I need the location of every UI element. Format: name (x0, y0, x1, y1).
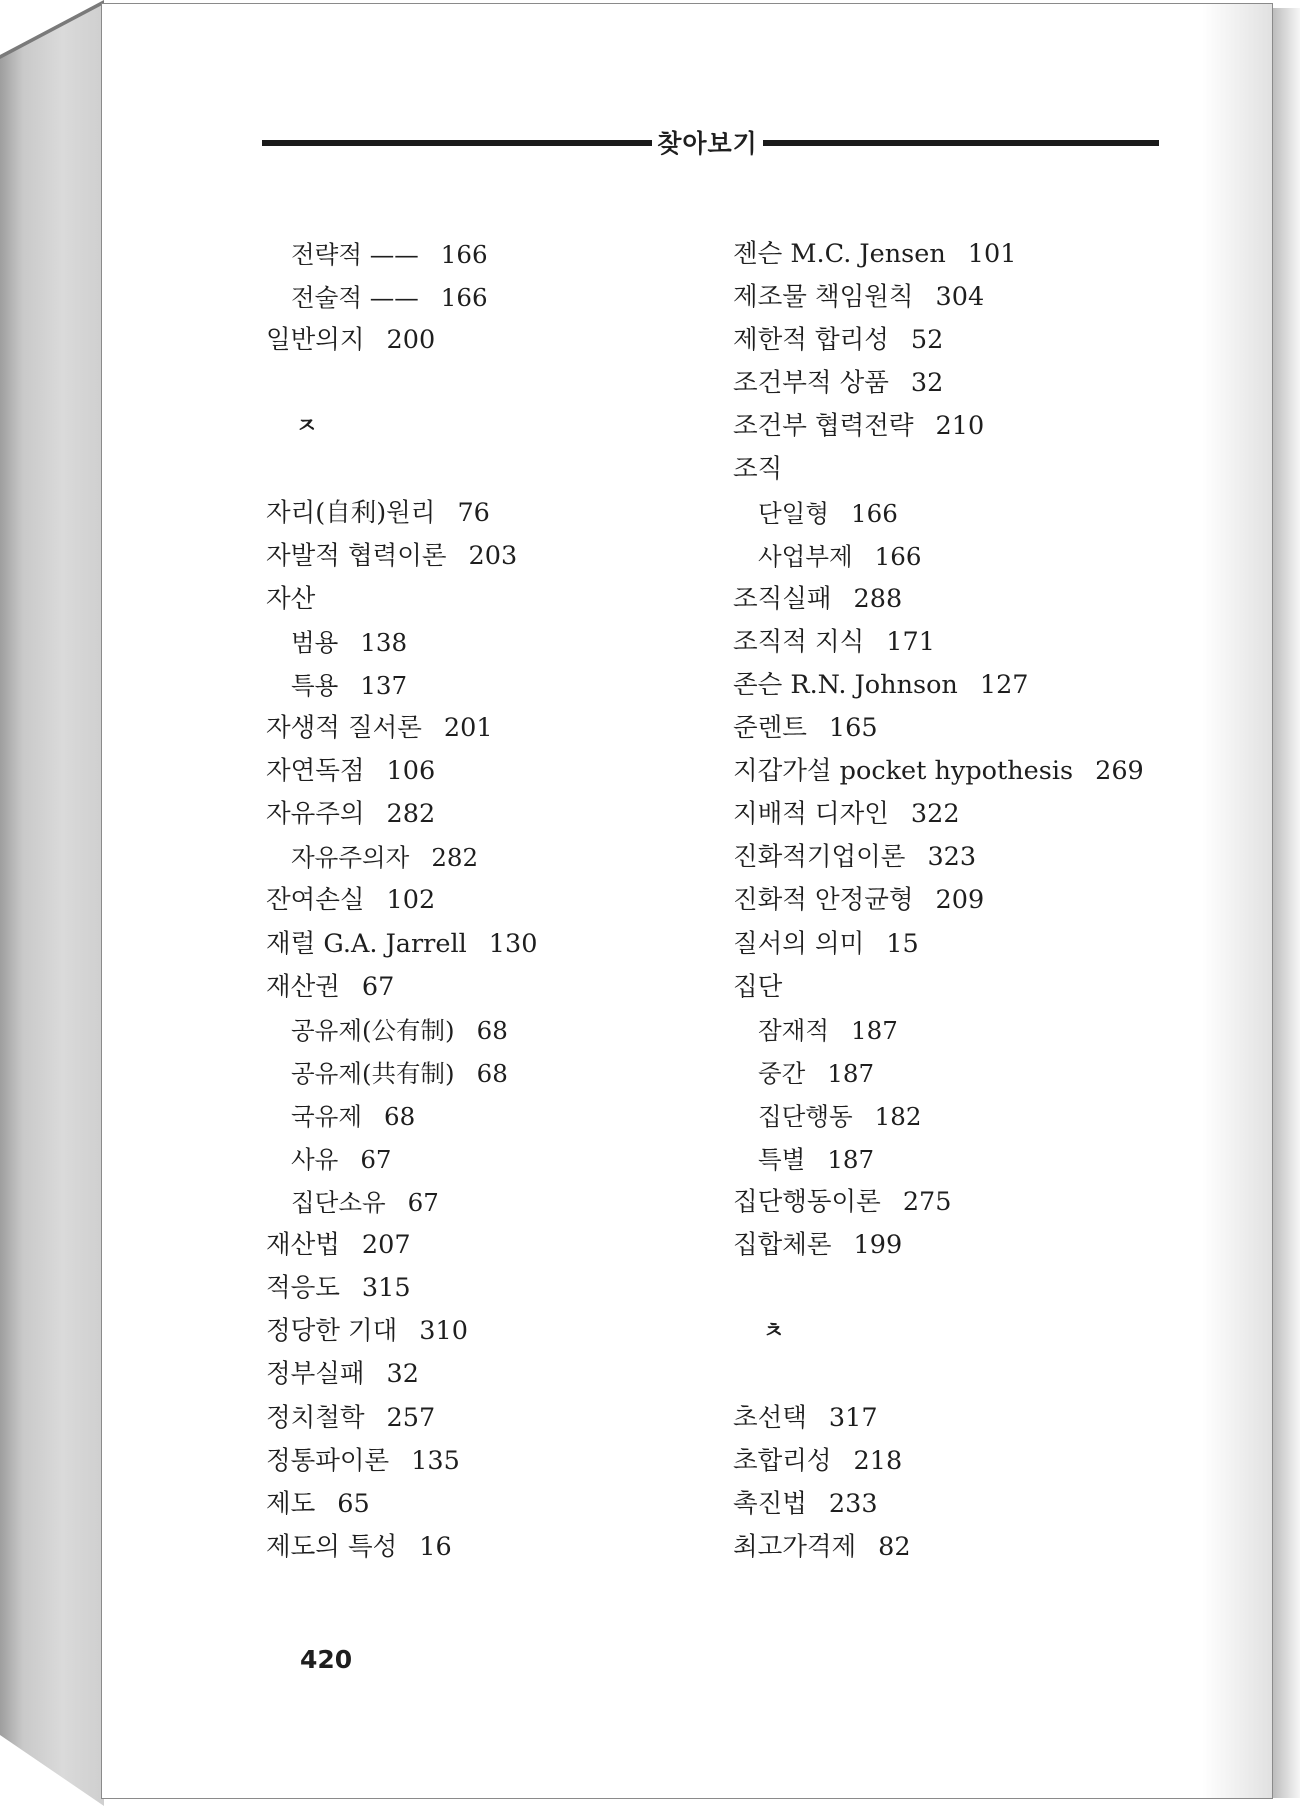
index-subentry (266, 621, 706, 664)
book-spine (0, 0, 104, 1806)
index-page-number: 135 (411, 1445, 460, 1476)
index-entry (266, 750, 706, 793)
index-term: 공유제(共有制) (291, 1058, 455, 1088)
index-page-number: 32 (910, 368, 944, 399)
index-page-number: 203 (468, 540, 518, 571)
index-term: 특용 (291, 670, 339, 700)
index-term: ㅈ (296, 414, 318, 440)
index-entry (733, 1397, 1163, 1440)
index-term: 집단 (733, 971, 783, 1002)
index-page-number: 310 (419, 1316, 468, 1347)
index-subentry (733, 535, 1163, 578)
index-entry (266, 1483, 706, 1526)
index-term: 잠재적 (758, 1015, 830, 1045)
index-term: 자연독점 (266, 756, 365, 787)
index-subentry (266, 233, 706, 276)
index-page-number: 67 (361, 971, 395, 1002)
index-subentry (266, 1138, 706, 1181)
index-term: 제도 (266, 1488, 316, 1519)
index-page-number: 323 (927, 842, 977, 873)
index-term: 일반의지 (266, 325, 365, 356)
index-entry (733, 1224, 1163, 1267)
index-entry (733, 707, 1163, 750)
index-entry (266, 966, 706, 1009)
index-entry (733, 793, 1163, 836)
index-term: 진화적기업이론 (733, 842, 906, 873)
index-term: 사유 (291, 1144, 339, 1174)
index-term: ㅊ (763, 1319, 785, 1345)
index-page-number: 67 (360, 1144, 392, 1174)
index-page-number: 68 (384, 1101, 416, 1131)
index-term: 자산 (266, 583, 316, 614)
index-term: 국유제 (291, 1101, 363, 1131)
index-page-number: 82 (878, 1531, 911, 1562)
index-entry (733, 405, 1163, 448)
index-term: 적응도 (266, 1273, 340, 1304)
index-term: 잔여손실 (266, 885, 365, 916)
index-page-number: 199 (853, 1230, 903, 1261)
index-page-number: 137 (360, 670, 408, 700)
index-page-number: 187 (827, 1144, 875, 1174)
index-spacer (266, 448, 706, 491)
index-entry (266, 492, 706, 535)
header-rule-left (262, 140, 652, 146)
index-term: 공유제(公有制) (291, 1015, 455, 1045)
index-entry (266, 1353, 706, 1396)
index-term: 준렌트 (733, 713, 807, 744)
index-term: 자리(自利)원리 (266, 497, 436, 528)
index-page-number: 68 (476, 1058, 508, 1088)
index-subentry (266, 1095, 706, 1138)
index-term: 자생적 질서론 (266, 713, 422, 744)
index-term: 집단소유 (291, 1188, 386, 1218)
index-term: 초합리성 (733, 1445, 832, 1476)
index-entry (733, 362, 1163, 405)
index-entry (266, 1526, 706, 1569)
index-entry (733, 750, 1163, 793)
index-page-number: 187 (851, 1015, 898, 1045)
index-page-number: 130 (488, 928, 538, 959)
index-page-number: 317 (828, 1402, 878, 1433)
index-page-number: 210 (935, 411, 985, 442)
index-subentry (733, 1138, 1163, 1181)
index-page-number: 207 (361, 1230, 411, 1261)
index-subentry (266, 1181, 706, 1224)
index-term: 사업부제 (758, 541, 853, 571)
index-entry (266, 1224, 706, 1267)
index-spacer (733, 1353, 1163, 1396)
index-term: 최고가격제 (733, 1531, 857, 1562)
index-subentry (266, 836, 706, 879)
index-term: 중간 (758, 1058, 806, 1088)
index-term: 전략적 —— (291, 240, 419, 269)
index-page-number: 275 (902, 1187, 952, 1218)
index-term: 정부실패 (266, 1359, 365, 1390)
index-term: 존슨 R.N. Johnson (733, 669, 958, 700)
index-column-left (266, 233, 706, 1569)
index-entry (266, 793, 706, 836)
index-page-number: 304 (935, 282, 985, 313)
page-edge-shadow (1273, 8, 1300, 1798)
index-term: 범용 (291, 627, 339, 657)
index-entry (733, 879, 1163, 922)
index-section-letter (266, 405, 706, 448)
index-entry (733, 1440, 1163, 1483)
index-entry (266, 1440, 706, 1483)
index-page-number: 218 (853, 1445, 903, 1476)
index-term: 촉진법 (733, 1488, 807, 1519)
index-page-number: 200 (386, 325, 436, 356)
index-page-number: 209 (935, 885, 985, 916)
index-entry (266, 707, 706, 750)
index-subentry (733, 1009, 1163, 1052)
index-page-number: 182 (874, 1101, 922, 1131)
index-entry (733, 923, 1163, 966)
index-entry (266, 319, 706, 362)
index-entry (733, 836, 1163, 879)
index-term: 조직적 지식 (733, 626, 865, 657)
index-page-number: 127 (979, 669, 1029, 700)
header-rule-right (763, 140, 1159, 146)
index-term: 전술적 —— (291, 283, 419, 313)
index-page-number: 288 (853, 583, 903, 614)
index-page-number: 165 (828, 713, 878, 744)
index-page-number: 166 (851, 498, 898, 528)
index-term: 지배적 디자인 (733, 799, 889, 830)
index-term: 단일형 (758, 498, 830, 528)
index-term: 조건부 협력전략 (733, 411, 914, 442)
index-term: 초선택 (733, 1402, 807, 1433)
index-page-number: 16 (419, 1531, 452, 1562)
index-entry (733, 578, 1163, 621)
index-entry (266, 879, 706, 922)
index-term: 제한적 합리성 (733, 325, 889, 356)
index-entry (266, 1310, 706, 1353)
index-entry (733, 448, 1163, 491)
index-subentry (266, 1052, 706, 1095)
index-entry (733, 664, 1163, 707)
index-entry (733, 319, 1163, 362)
index-term: 특별 (758, 1144, 806, 1174)
index-term: 집단행동 (758, 1101, 853, 1131)
running-header: 찾아보기 (657, 129, 758, 158)
index-page-number: 15 (886, 928, 919, 959)
index-page-number: 102 (386, 885, 436, 916)
index-page-number: 166 (440, 283, 488, 313)
index-page-number: 65 (337, 1488, 370, 1519)
index-term: 정통파이론 (266, 1445, 390, 1476)
index-term: 조직실패 (733, 583, 832, 614)
index-page-number: 315 (361, 1273, 411, 1304)
index-page-number: 233 (828, 1488, 878, 1519)
index-page-number: 101 (967, 239, 1017, 269)
index-term: 조건부적 상품 (733, 368, 889, 399)
index-term: 재산법 (266, 1230, 340, 1261)
index-term: 젠슨 M.C. Jensen (733, 239, 946, 269)
index-entry (266, 578, 706, 621)
index-term: 정치철학 (266, 1402, 365, 1433)
index-entry (266, 1267, 706, 1310)
index-subentry (266, 276, 706, 319)
page-shading (1202, 4, 1272, 1798)
page-number: 420 (300, 1645, 353, 1674)
index-page-number: 106 (386, 756, 436, 787)
index-page-number: 269 (1095, 756, 1144, 787)
index-term: 제도의 특성 (266, 1531, 398, 1562)
index-term: 조직 (733, 454, 783, 485)
index-term: 자유주의자 (291, 843, 410, 873)
index-page-number: 52 (910, 325, 944, 356)
index-page-number: 282 (431, 843, 479, 873)
index-term: 집단행동이론 (733, 1187, 881, 1218)
index-term: 질서의 의미 (733, 928, 865, 959)
index-subentry (733, 492, 1163, 535)
index-entry (733, 1181, 1163, 1224)
index-term: 자유주의 (266, 799, 365, 830)
index-page-number: 32 (386, 1359, 419, 1390)
index-page-number: 322 (910, 799, 960, 830)
index-subentry (733, 1052, 1163, 1095)
index-subentry (266, 1009, 706, 1052)
index-page-number: 282 (386, 799, 436, 830)
index-term: 정당한 기대 (266, 1316, 398, 1347)
index-page-number: 257 (386, 1402, 436, 1433)
index-term: 지갑가설 pocket hypothesis (733, 756, 1074, 787)
index-entry (733, 1526, 1163, 1569)
index-page-number: 138 (360, 627, 408, 657)
index-page-number: 76 (457, 497, 490, 528)
index-term: 진화적 안정균형 (733, 885, 914, 916)
index-entry (733, 233, 1163, 276)
index-page-number: 67 (407, 1188, 439, 1218)
index-term: 재럴 G.A. Jarrell (266, 928, 467, 959)
index-subentry (733, 1095, 1163, 1138)
index-section-letter (733, 1310, 1163, 1353)
index-term: 자발적 협력이론 (266, 540, 447, 571)
index-page-number: 201 (443, 713, 493, 744)
index-entry (266, 1397, 706, 1440)
index-subentry (266, 664, 706, 707)
index-entry (733, 966, 1163, 1009)
index-entry (266, 923, 706, 966)
index-term: 재산권 (266, 971, 340, 1002)
index-spacer (266, 362, 706, 405)
index-page-number: 166 (440, 240, 488, 269)
index-page-number: 68 (476, 1015, 508, 1045)
index-term: 제조물 책임원칙 (733, 282, 914, 313)
index-entry (733, 621, 1163, 664)
index-entry (266, 535, 706, 578)
index-entry (733, 1483, 1163, 1526)
index-term: 집합체론 (733, 1230, 832, 1261)
index-entry (733, 276, 1163, 319)
index-spacer (733, 1267, 1163, 1310)
index-page-number: 187 (827, 1058, 875, 1088)
index-page-number: 166 (874, 541, 922, 571)
index-column-right (733, 233, 1163, 1569)
index-page-number: 171 (886, 626, 935, 657)
